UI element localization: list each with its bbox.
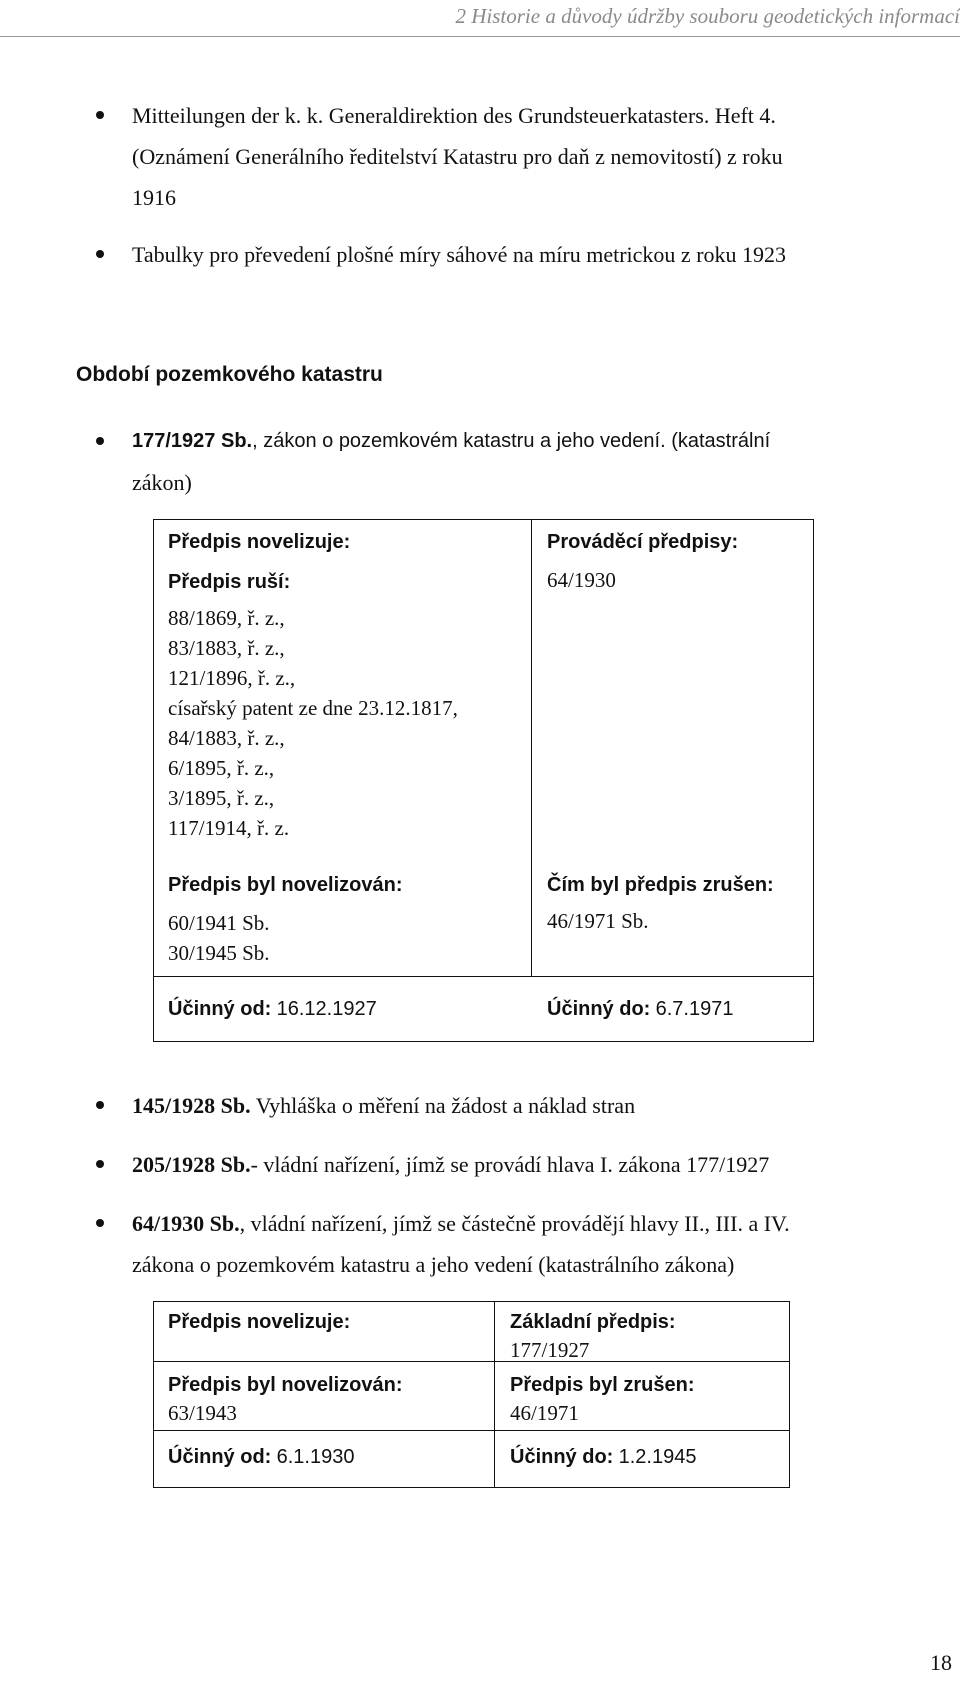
list-item xyxy=(132,1144,769,1185)
provadeci-label: Prováděcí předpisy: xyxy=(547,531,739,553)
list-item-line: Tabulky pro převedení plošné míry sáhové na míru metrickou z roku 1923 xyxy=(132,242,787,267)
ucinny-do xyxy=(510,1441,696,1472)
ucinny-od xyxy=(168,1441,354,1472)
list-item: 121/1896, ř. z., xyxy=(168,666,296,690)
list-item-line: Mitteilungen der k. k. Generaldirektion des Grundsteuerkatasters. Heft 4. xyxy=(132,103,776,128)
ucinny-od-label: Účinný od: xyxy=(168,1446,272,1468)
ucinny-do-label: Účinný do: xyxy=(547,998,651,1020)
novelizovan-value: 63/1943 xyxy=(168,1401,237,1425)
law-title-text: , vládní nařízení, jímž se částečně provádějí hlavy II., III. a IV. xyxy=(239,1211,790,1236)
list-item: 84/1883, ř. z., xyxy=(168,726,285,750)
list-item: 88/1869, ř. z., xyxy=(168,606,285,630)
list-item: 3/1895, ř. z., xyxy=(168,786,275,810)
law-number: 145/1928 Sb. xyxy=(132,1093,251,1118)
novelizuje-label: Předpis novelizuje: xyxy=(168,531,351,553)
list-item xyxy=(132,95,783,218)
list-item: 83/1883, ř. z., xyxy=(168,636,285,660)
table-divider xyxy=(531,519,532,976)
rusi-list xyxy=(168,603,458,843)
header-rule xyxy=(0,36,960,37)
law-title xyxy=(132,421,770,503)
table-divider xyxy=(153,1361,790,1362)
law-title-text: , zákon o pozemkovém katastru a jeho vedení. (katastrální xyxy=(252,430,771,452)
law-title-line2: zákona o pozemkovém katastru a jeho vedení (katastrálního zákona) xyxy=(132,1252,735,1277)
ucinny-od-value: 6.1.1930 xyxy=(276,1446,355,1468)
list-item: 30/1945 Sb. xyxy=(168,941,270,965)
running-header: 2 Historie a důvody údržby souboru geodetických informací xyxy=(455,4,960,28)
ucinny-do-value: 1.2.1945 xyxy=(618,1446,697,1468)
list-item: císařský patent ze dne 23.12.1817, xyxy=(168,696,458,720)
table-divider xyxy=(153,1430,790,1431)
table-divider xyxy=(153,976,814,977)
zrusen-value: 46/1971 xyxy=(510,1401,579,1425)
provadeci-value: 64/1930 xyxy=(547,568,616,592)
zakladni-value: 177/1927 xyxy=(510,1338,590,1362)
law-title xyxy=(132,1203,790,1285)
list-item-line: (Oznámení Generálního ředitelství Katastru pro daň z nemovitostí) z roku xyxy=(132,144,783,169)
zrusen-label: Čím byl předpis zrušen: xyxy=(547,874,774,896)
novelizuje-label: Předpis novelizuje: xyxy=(168,1311,351,1333)
ucinny-do-label: Účinný do: xyxy=(510,1446,614,1468)
law-number: 64/1930 Sb. xyxy=(132,1211,240,1236)
ucinny-od xyxy=(168,993,377,1024)
list-item: 6/1895, ř. z., xyxy=(168,756,275,780)
zakladni-label: Základní předpis: xyxy=(510,1311,676,1333)
bullet-icon xyxy=(96,250,104,258)
novelizovan-list xyxy=(168,908,270,968)
ucinny-do-value: 6.7.1971 xyxy=(655,998,734,1020)
list-item-line: 1916 xyxy=(132,185,176,210)
bullet-icon xyxy=(96,1101,104,1109)
zrusen-value: 46/1971 Sb. xyxy=(547,909,649,933)
rusi-label: Předpis ruší: xyxy=(168,571,291,593)
list-item: 117/1914, ř. z. xyxy=(168,816,290,840)
page-number: 18 xyxy=(930,1650,952,1675)
table-divider xyxy=(494,1301,495,1488)
novelizovan-label: Předpis byl novelizován: xyxy=(168,1374,403,1396)
ucinny-od-label: Účinný od: xyxy=(168,998,272,1020)
novelizovan-label: Předpis byl novelizován: xyxy=(168,874,403,896)
zrusen-label: Předpis byl zrušen: xyxy=(510,1374,695,1396)
section-heading: Období pozemkového katastru xyxy=(76,363,383,386)
law-number: 177/1927 Sb. xyxy=(132,430,253,452)
bullet-icon xyxy=(96,437,104,445)
list-item-text: - vládní nařízení, jímž se provádí hlava I. zákona 177/1927 xyxy=(250,1152,770,1177)
ucinny-od-value: 16.12.1927 xyxy=(276,998,377,1020)
list-item: 60/1941 Sb. xyxy=(168,911,270,935)
law-number: 205/1928 Sb. xyxy=(132,1152,251,1177)
bullet-icon xyxy=(96,1219,104,1227)
bullet-icon xyxy=(96,111,104,119)
list-item xyxy=(132,1085,635,1126)
list-item-text: Vyhláška o měření na žádost a náklad stran xyxy=(250,1093,636,1118)
ucinny-do xyxy=(547,993,733,1024)
bullet-icon xyxy=(96,1160,104,1168)
list-item xyxy=(132,234,786,275)
law-title-line2: zákon) xyxy=(132,470,192,495)
